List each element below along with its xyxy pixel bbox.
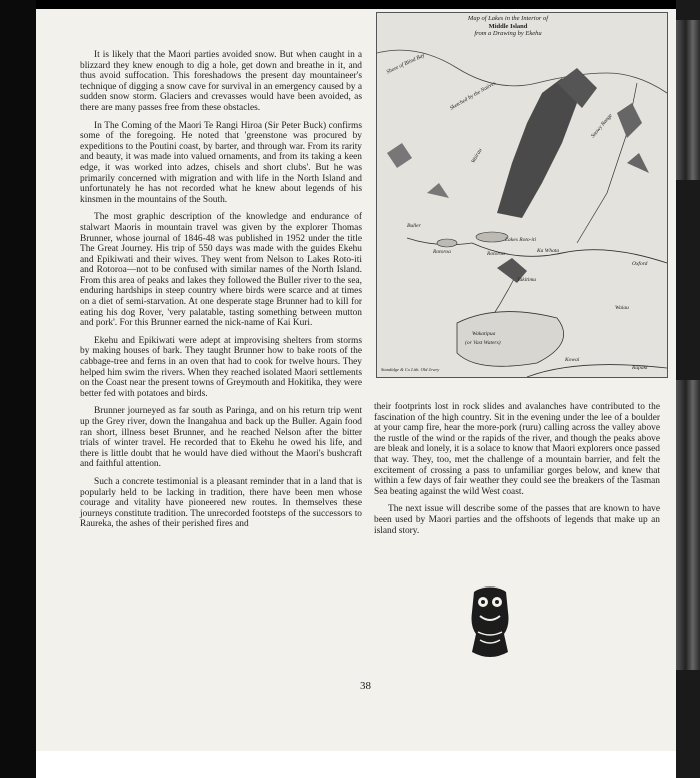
tiki-carving-illustration: [468, 582, 512, 660]
map-title-line: Middle Island: [488, 22, 528, 30]
map-label: Wairau: [470, 147, 484, 165]
map-label: Rapaki: [632, 365, 648, 371]
map-label: Sketched by the Natives: [448, 80, 498, 112]
paragraph: Ekehu and Epikiwati were adept at improvising shelters from storms by making houses of bark. They taught Brunner how to bake roots of the cabbage-tree and ferns in an oven that had to cook for twelve hours. They helped him swim the rivers. When they reached isolated Maori settlements on the Coast near the present towns of Greymouth and Hokitika, they were better fed with potatoes and birds.: [80, 335, 362, 399]
map-figure: [376, 12, 668, 378]
left-text-column: [80, 50, 362, 537]
map-title-line: Map of Lakes in the Interior of: [467, 15, 549, 22]
map-label: Takitimu: [517, 277, 537, 283]
map-label: Waiau: [615, 305, 629, 311]
map-label: Lakes Roto-iti: [505, 237, 537, 243]
map-title-line: from a Drawing by Ekehu: [474, 30, 542, 37]
adjacent-page-edge: [676, 0, 700, 778]
paragraph: Such a concrete testimonial is a pleasant reminder that in a land that is popularly held to be lacking in tradition, there have been men whose courage and vitality have pioneered new routes. In themselves these journeys constitute tradition. The unrecorded footsteps of the successors to Raureka, the ashes of their perished fires and: [80, 476, 362, 530]
map-label: Rotoroa: [433, 249, 451, 255]
map-label: Ka Whata: [537, 248, 560, 254]
map-label: Buller: [407, 223, 421, 229]
map-label: Oxford: [632, 261, 648, 267]
map-label: Rotoroa: [487, 251, 505, 257]
paragraph: The most graphic description of the knowledge and endurance of stalwart Maoris in mountain travel was given by the explorer Thomas Brunner, whose journal of 1846-48 was published in 1952 under the title The Great Journey. His trip of 550 days was made with the guides Ekehu and Epikiwati and their wives. They went from Nelson to Lakes Roto-iti and Rotoroa—not to be confused with similar names of the North Island. From this area of peaks and lakes they followed the Buller river to the sea, enduring hardships in steep country where birds were scarce and at times on a diet of semi-starvation. At one desperate stage Brunner had to kill for eating his dog Rover, 'very palatable, tasting something between mutton and pork'. For this Brunner earned the nick-name of Kai Kuri.: [80, 212, 362, 329]
paragraph: It is likely that the Maori parties avoided snow. But when caught in a blizzard they knew enough to dig a hole, get down and breathe in it, and thus avoid suffocation. This foreshadows the present day mountaineer's technique of digging a snow cave for survival in an emergency caused by a sudden snow storm. Glaciers and crevasses would have been avoided, as there are many passes free from these obstacles.: [80, 50, 362, 113]
page-bottom-edge: [36, 751, 700, 778]
map-footer: Standidge & Co Lith. Old Jewry: [381, 367, 440, 372]
map-drawing: [377, 13, 667, 377]
map-title: [403, 15, 613, 38]
paragraph: In The Coming of the Maori Te Rangi Hiroa (Sir Peter Buck) confirms some of the foregoing. He noted that 'greenstone was procured by expeditions to the Poutini coast, by barter, and through war. From its rarity and beauty, it was made into valued ornaments, and from its taking a keen edge, it was worked into adzes, chisels and short clubs'. But he was primarily concerned with migration and with life in the North Island and unfortunately he has not recorded what he knew about legends of his kinsmen in the mountains of the South.: [80, 120, 362, 205]
paragraph: Brunner journeyed as far south as Paringa, and on his return trip went up the Grey river, down the Inangahua and back up the Buller. Again food ran short, illness beset Brunner, and he reached Nelson after the bitter trials of winter travel. He recorded that to Ekehu he owed his life, and there is little doubt that he would have died without the Maori's bushcraft and faithful attention.: [80, 406, 362, 470]
map-label: Wakatipua: [472, 331, 496, 337]
map-label: (or Vast Waters): [465, 340, 501, 346]
right-text-column: [374, 402, 660, 543]
map-label: Kowai: [565, 357, 580, 363]
page-number: 38: [360, 680, 371, 692]
scan-border-left: [0, 0, 36, 778]
map-label: Shore of Blind Bay: [385, 52, 426, 76]
paragraph: The next issue will describe some of the passes that are known to have been used by Maori parties and the offshoots of legends that make up an island story.: [374, 504, 660, 536]
paragraph: their footprints lost in rock slides and avalanches have contributed to the fascination of the high country. Sit in the evening under the lee of a boulder at your camp fire, hear the more-pork (ruru) calling across the valley above the rustle of the wind or the rapids of the river, and though the peaks above are bleak and lonely, it is a solace to know that Maori explorers once passed that way. They, too, met the challenge of a mountain barrier, and felt the excitement of crossing a pass to unfamiliar gorges below, and knew that within a few days of fair weather they could see the breakers of the Tasman Sea beating against the wild West coast.: [374, 402, 660, 497]
map-label: Snowy Range: [590, 112, 614, 140]
